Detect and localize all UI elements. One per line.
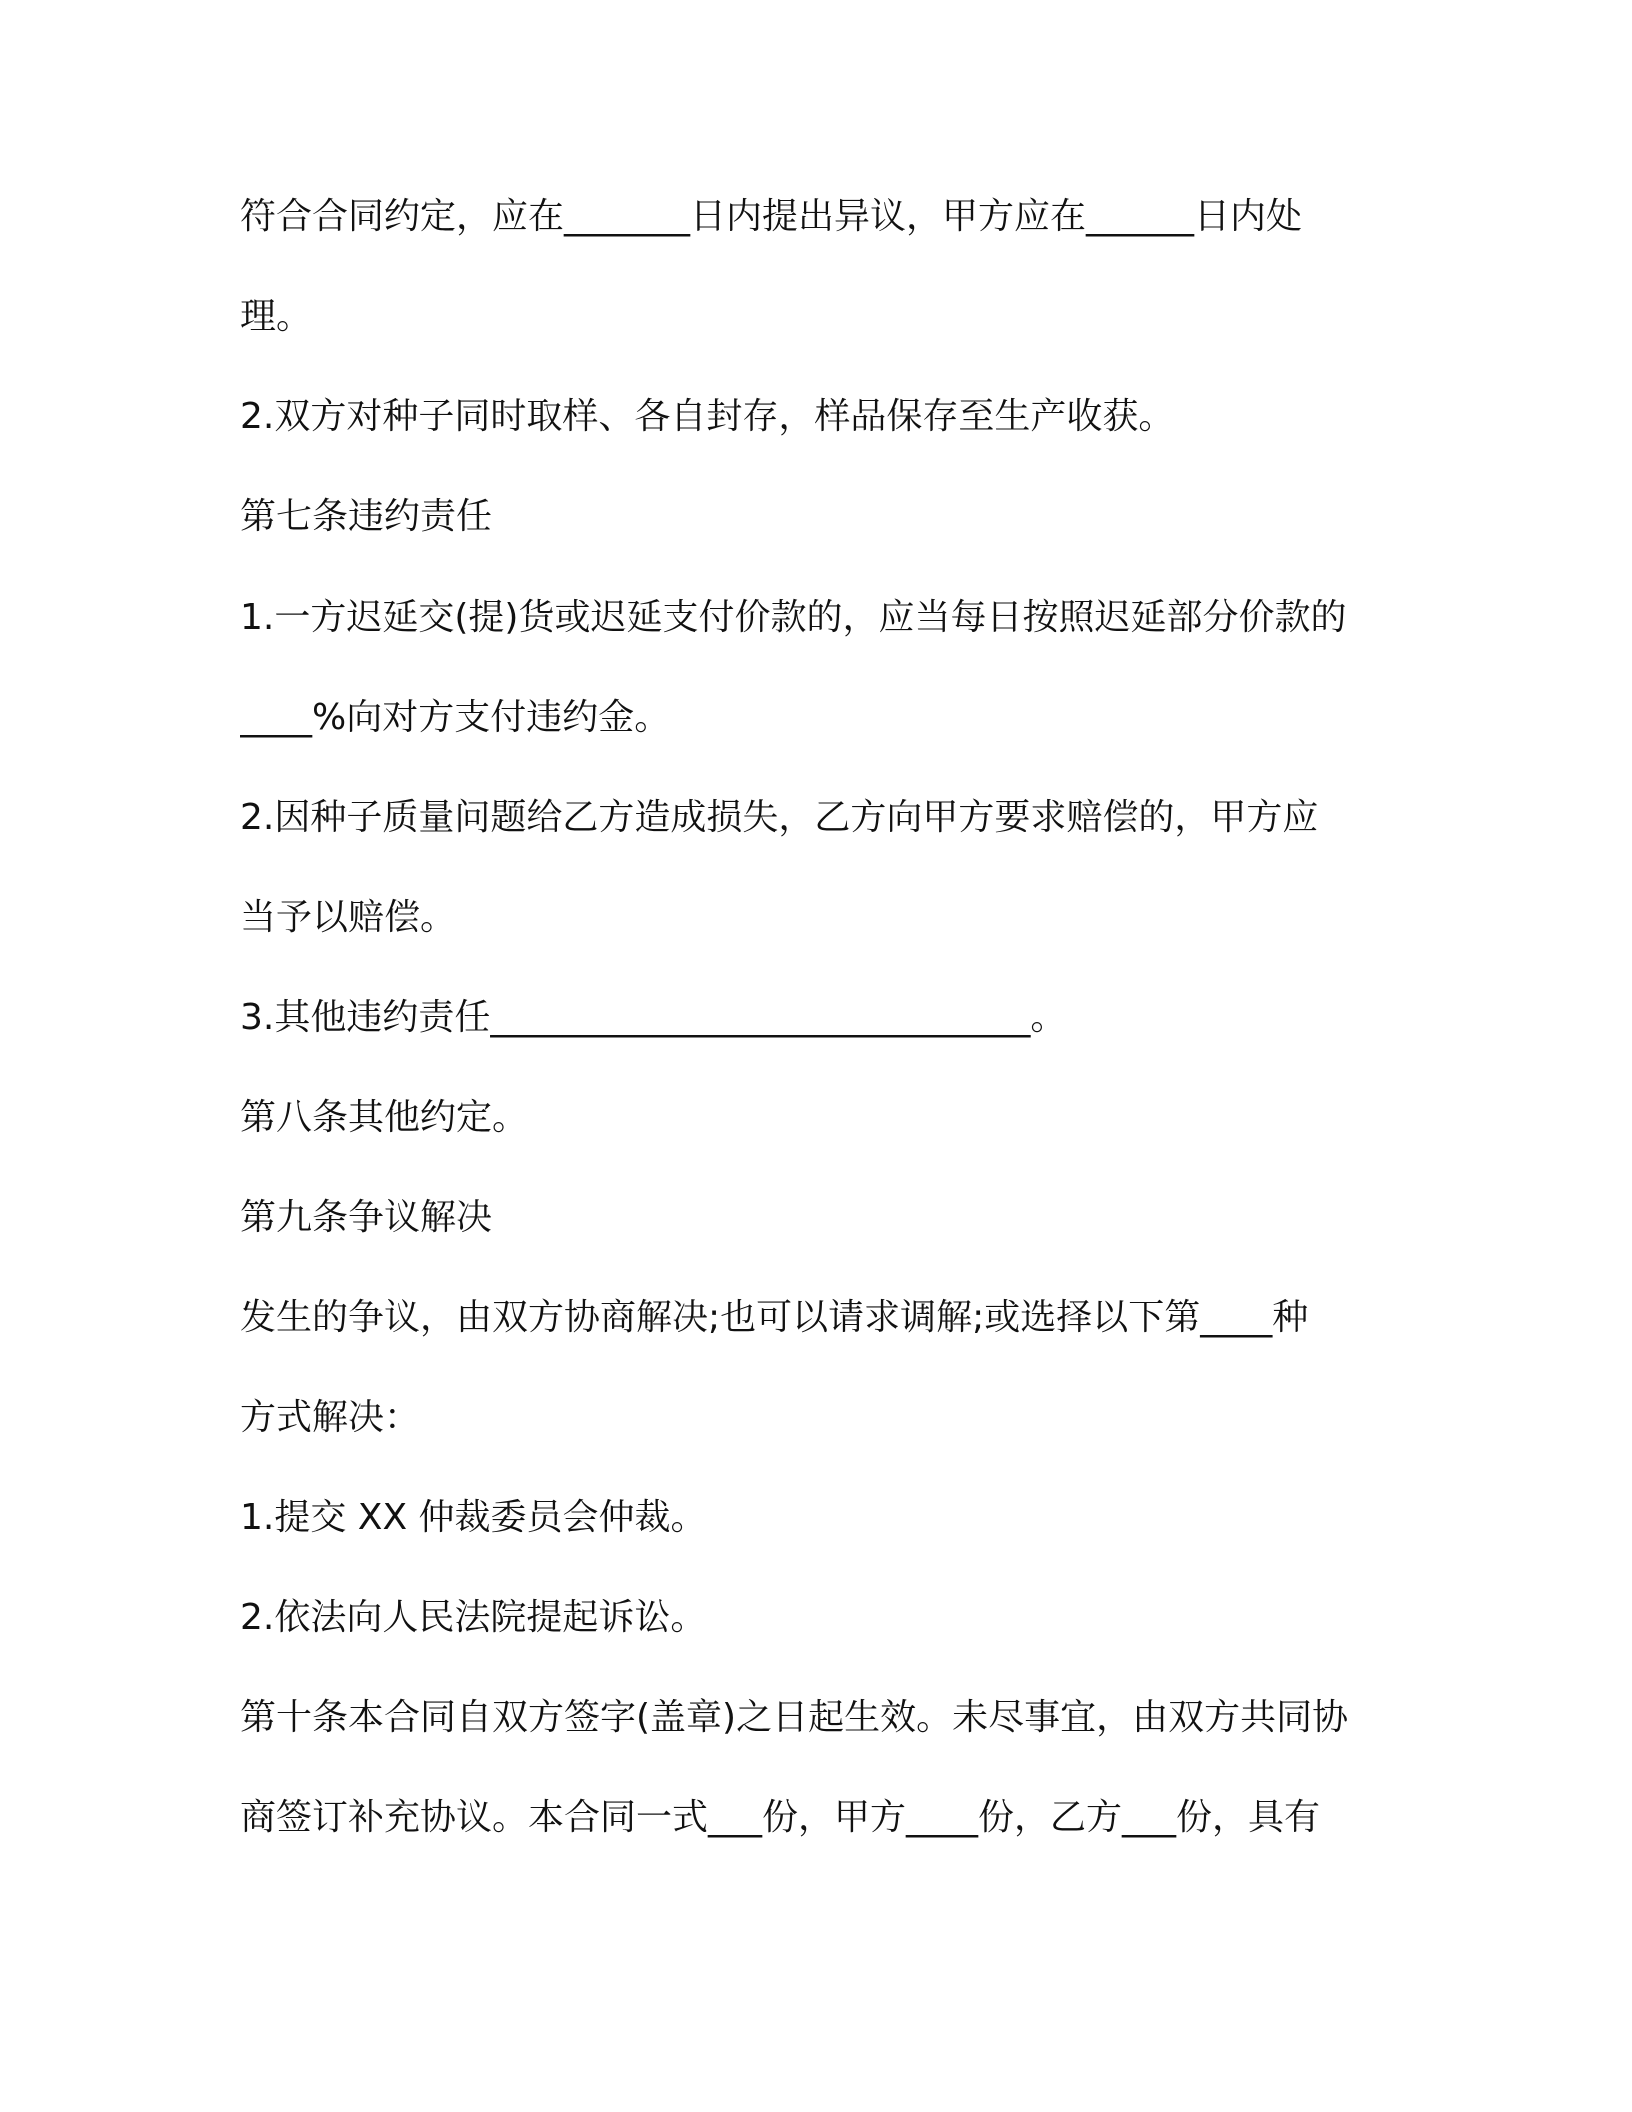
section-heading: 第七条违约责任 — [240, 496, 493, 537]
text-line: 发生的争议，由双方协商解决;也可以请求调解;或选择以下第____种 — [240, 1297, 1309, 1338]
text-line: 2.因种子质量问题给乙方造成损失，乙方向甲方要求赔偿的，甲方应 — [240, 797, 1319, 838]
text-line: 3.其他违约责任______________________________。 — [240, 997, 1067, 1038]
text-line: ____%向对方支付违约金。 — [240, 697, 671, 738]
text-line: 1.提交 XX 仲裁委员会仲裁。 — [240, 1497, 707, 1538]
text-line: 2.双方对种子同时取样、各自封存，样品保存至生产收获。 — [240, 396, 1175, 437]
text-line: 商签订补充协议。本合同一式___份，甲方____份，乙方___份，具有 — [240, 1797, 1321, 1838]
text-line: 符合合同约定，应在_______日内提出异议，甲方应在______日内处 — [240, 196, 1303, 237]
text-line: 1.一方迟延交(提)货或迟延支付价款的，应当每日按照迟延部分价款的 — [240, 597, 1347, 638]
text-line: 2.依法向人民法院提起诉讼。 — [240, 1597, 707, 1638]
text-line: 当予以赔偿。 — [240, 897, 457, 938]
section-heading: 第九条争议解决 — [240, 1197, 493, 1238]
section-heading: 第八条其他约定。 — [240, 1097, 529, 1138]
section-heading: 第十条本合同自双方签字(盖章)之日起生效。未尽事宜，由双方共同协 — [240, 1697, 1349, 1738]
text-line: 方式解决： — [240, 1397, 421, 1438]
text-line: 理。 — [240, 296, 313, 337]
